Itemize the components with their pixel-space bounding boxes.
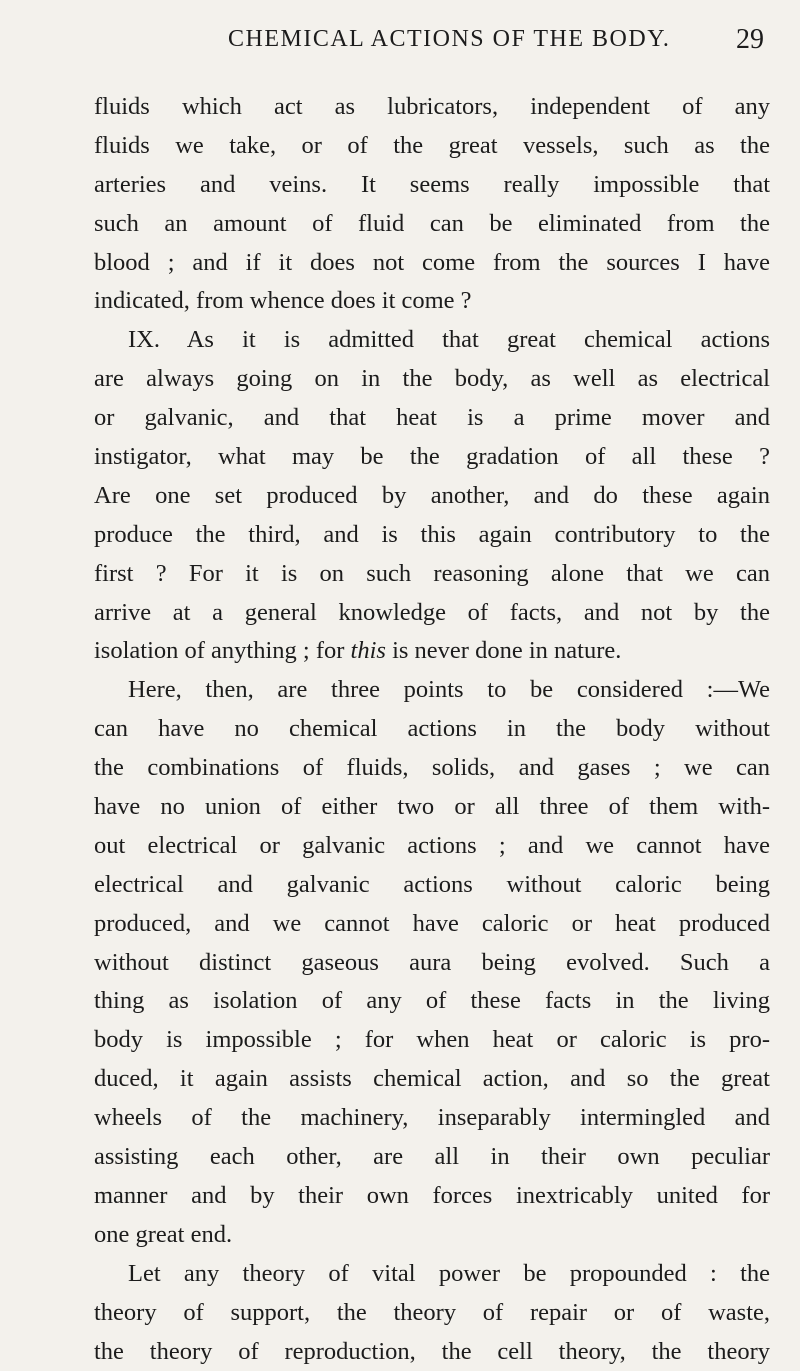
paragraph-start: Here, then, are three points to be considered :—We bbox=[94, 671, 770, 710]
text-line: one great end. bbox=[94, 1216, 770, 1255]
text-line: out electrical or galvanic actions ; and we cannot have bbox=[94, 827, 770, 866]
text-line: or galvanic, and that heat is a prime mover and bbox=[94, 399, 770, 438]
text-line-with-italic bbox=[94, 632, 770, 671]
text-line: assisting each other, are all in their own peculiar bbox=[94, 1138, 770, 1177]
text-fragment: is never done in nature. bbox=[386, 637, 621, 664]
text-line: thing as isolation of any of these facts in the living bbox=[94, 982, 770, 1021]
text-line: produce the third, and is this again contributory to the bbox=[94, 516, 770, 555]
text-line: blood ; and if it does not come from the sources I have bbox=[94, 244, 770, 283]
text-line: fluids we take, or of the great vessels, such as the bbox=[94, 127, 770, 166]
italic-word: this bbox=[351, 637, 386, 664]
text-line: electrical and galvanic actions without caloric being bbox=[94, 866, 770, 905]
text-line: the combinations of fluids, solids, and gases ; we can bbox=[94, 749, 770, 788]
page-number: 29 bbox=[736, 24, 764, 56]
text-line: are always going on in the body, as well as electrical bbox=[94, 360, 770, 399]
text-line: wheels of the machinery, inseparably intermingled and bbox=[94, 1099, 770, 1138]
text-line: manner and by their own forces inextricably united for bbox=[94, 1177, 770, 1216]
text-line: without distinct gaseous aura being evolved. Such a bbox=[94, 944, 770, 983]
text-line: can have no chemical actions in the body without bbox=[94, 710, 770, 749]
text-line: instigator, what may be the gradation of all these ? bbox=[94, 438, 770, 477]
text-fragment: isolation of anything ; for bbox=[94, 637, 351, 664]
section-ix-start: IX. As it is admitted that great chemical actions bbox=[94, 321, 770, 360]
text-line: body is impossible ; for when heat or caloric is pro- bbox=[94, 1021, 770, 1060]
text-line: the theory of reproduction, the cell theory, the theory bbox=[94, 1333, 770, 1371]
text-line: first ? For it is on such reasoning alone that we can bbox=[94, 555, 770, 594]
text-line: duced, it again assists chemical action, and so the great bbox=[94, 1060, 770, 1099]
running-title: CHEMICAL ACTIONS OF THE BODY. bbox=[228, 26, 670, 53]
text-line: produced, and we cannot have caloric or heat produced bbox=[94, 905, 770, 944]
text-line: theory of support, the theory of repair or of waste, bbox=[94, 1294, 770, 1333]
body-text bbox=[94, 88, 770, 1371]
text-line: arteries and veins. It seems really impossible that bbox=[94, 166, 770, 205]
text-line: indicated, from whence does it come ? bbox=[94, 282, 770, 321]
running-head bbox=[88, 26, 768, 66]
text-line: such an amount of fluid can be eliminated from the bbox=[94, 205, 770, 244]
text-line: fluids which act as lubricators, independent of any bbox=[94, 88, 770, 127]
text-line: arrive at a general knowledge of facts, and not by the bbox=[94, 594, 770, 633]
text-line: Are one set produced by another, and do these again bbox=[94, 477, 770, 516]
paragraph-start: Let any theory of vital power be propounded : the bbox=[94, 1255, 770, 1294]
text-line: have no union of either two or all three of them with- bbox=[94, 788, 770, 827]
